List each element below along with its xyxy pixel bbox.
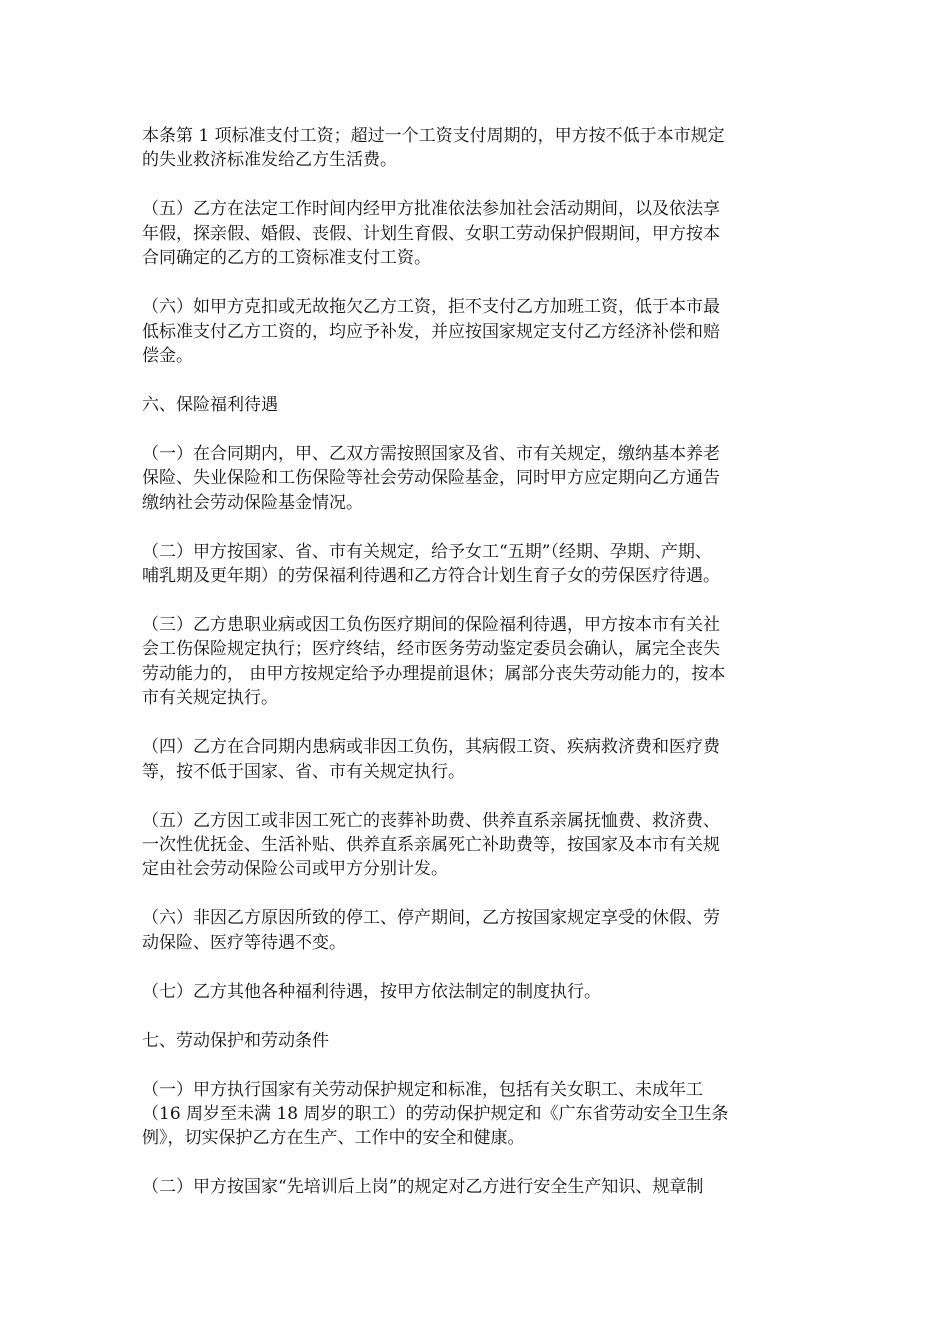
text-line: 劳动能力的， 由甲方按规定给予办理提前退休；属部分丧失劳动能力的，按本 — [142, 663, 726, 684]
text-line: （二）甲方按国家“先培训后上岗”的规定对乙方进行安全生产知识、规章制 — [142, 1177, 704, 1198]
text-line: （二）甲方按国家、省、市有关规定，给予女工“五期”（经期、孕期、产期、 — [142, 541, 712, 562]
paragraph — [142, 1175, 814, 1199]
text-line: 低标准支付乙方工资的，均应予补发，并应按国家规定支付乙方经济补偿和赔 — [142, 321, 720, 342]
text-line: 保险、失业保险和工伤保险等社会劳动保险基金，同时甲方应定期向乙方通告 — [142, 468, 720, 489]
text-line: （三）乙方患职业病或因工负伤医疗期间的保险福利待遇，甲方按本市有关社 — [142, 615, 720, 636]
text-line: （16 周岁至未满 18 周岁的职工）的劳动保护规定和《广东省劳动安全卫生条 — [142, 1104, 729, 1125]
paragraph — [142, 124, 814, 173]
text-line: 本条第 1 项标准支付工资；超过一个工资支付周期的，甲方按不低于本市规定 — [142, 126, 725, 146]
text-line: 六、保险福利待遇 — [142, 394, 278, 415]
text-line: （一）甲方执行国家有关劳动保护规定和标准，包括有关女职工、未成年工 — [142, 1079, 703, 1100]
paragraph — [142, 1029, 814, 1053]
text-line: 年假，探亲假、婚假、丧假、计划生育假、女职工劳动保护假期间，甲方按本 — [142, 223, 720, 244]
text-line: （六）如甲方克扣或无故拖欠乙方工资，拒不支付乙方加班工资，低于本市最 — [142, 297, 720, 318]
text-line: （六）非因乙方原因所致的停工、停产期间，乙方按国家规定享受的休假、劳 — [142, 908, 720, 929]
paragraph — [142, 442, 814, 515]
text-line: 等，按不低于国家、省、市有关规定执行。 — [142, 761, 465, 782]
text-line: 动保险、医疗等待遇不变。 — [142, 932, 346, 953]
paragraph — [142, 613, 814, 711]
paragraph — [142, 295, 814, 368]
text-line: （一）在合同期内，甲、乙双方需按照国家及省、市有关规定，缴纳基本养老 — [142, 443, 720, 464]
text-line: （五）乙方因工或非因工死亡的丧葬补助费、供养直系亲属抚恤费、救济费、 — [142, 810, 720, 831]
text-line: 例》，切实保护乙方在生产、工作中的安全和健康。 — [142, 1128, 525, 1149]
text-line: （五）乙方在法定工作时间内经甲方批准依法参加社会活动期间，以及依法享 — [142, 199, 720, 220]
paragraph — [142, 735, 814, 784]
document-body — [142, 124, 814, 1224]
text-line: 偿金。 — [142, 345, 193, 366]
text-line: （四）乙方在合同期内患病或非因工负伤，其病假工资、疾病救济费和医疗费 — [142, 737, 720, 758]
paragraph — [142, 809, 814, 882]
paragraph — [142, 906, 814, 955]
paragraph — [142, 980, 814, 1004]
text-line: 哺乳期及更年期）的劳保福利待遇和乙方符合计划生育子女的劳保医疗待遇。 — [142, 566, 720, 587]
text-line: 合同确定的乙方的工资标准支付工资。 — [142, 248, 431, 269]
paragraph — [142, 1078, 814, 1151]
text-line: 缴纳社会劳动保险基金情况。 — [142, 492, 363, 513]
text-line: （七）乙方其他各种福利待遇，按甲方依法制定的制度执行。 — [142, 981, 601, 1002]
text-line: 定由社会劳动保险公司或甲方分别计发。 — [142, 859, 448, 880]
text-line: 的失业救济标准发给乙方生活费。 — [142, 150, 397, 171]
text-line: 七、劳动保护和劳动条件 — [142, 1030, 329, 1051]
paragraph — [142, 540, 814, 589]
text-line: 一次性优抚金、生活补贴、供养直系亲属死亡补助费等，按国家及本市有关规 — [142, 834, 720, 855]
paragraph — [142, 197, 814, 270]
text-line: 市有关规定执行。 — [142, 688, 278, 709]
text-line: 会工伤保险规定执行；医疗终结，经市医务劳动鉴定委员会确认，属完全丧失 — [142, 639, 720, 660]
paragraph — [142, 393, 814, 417]
